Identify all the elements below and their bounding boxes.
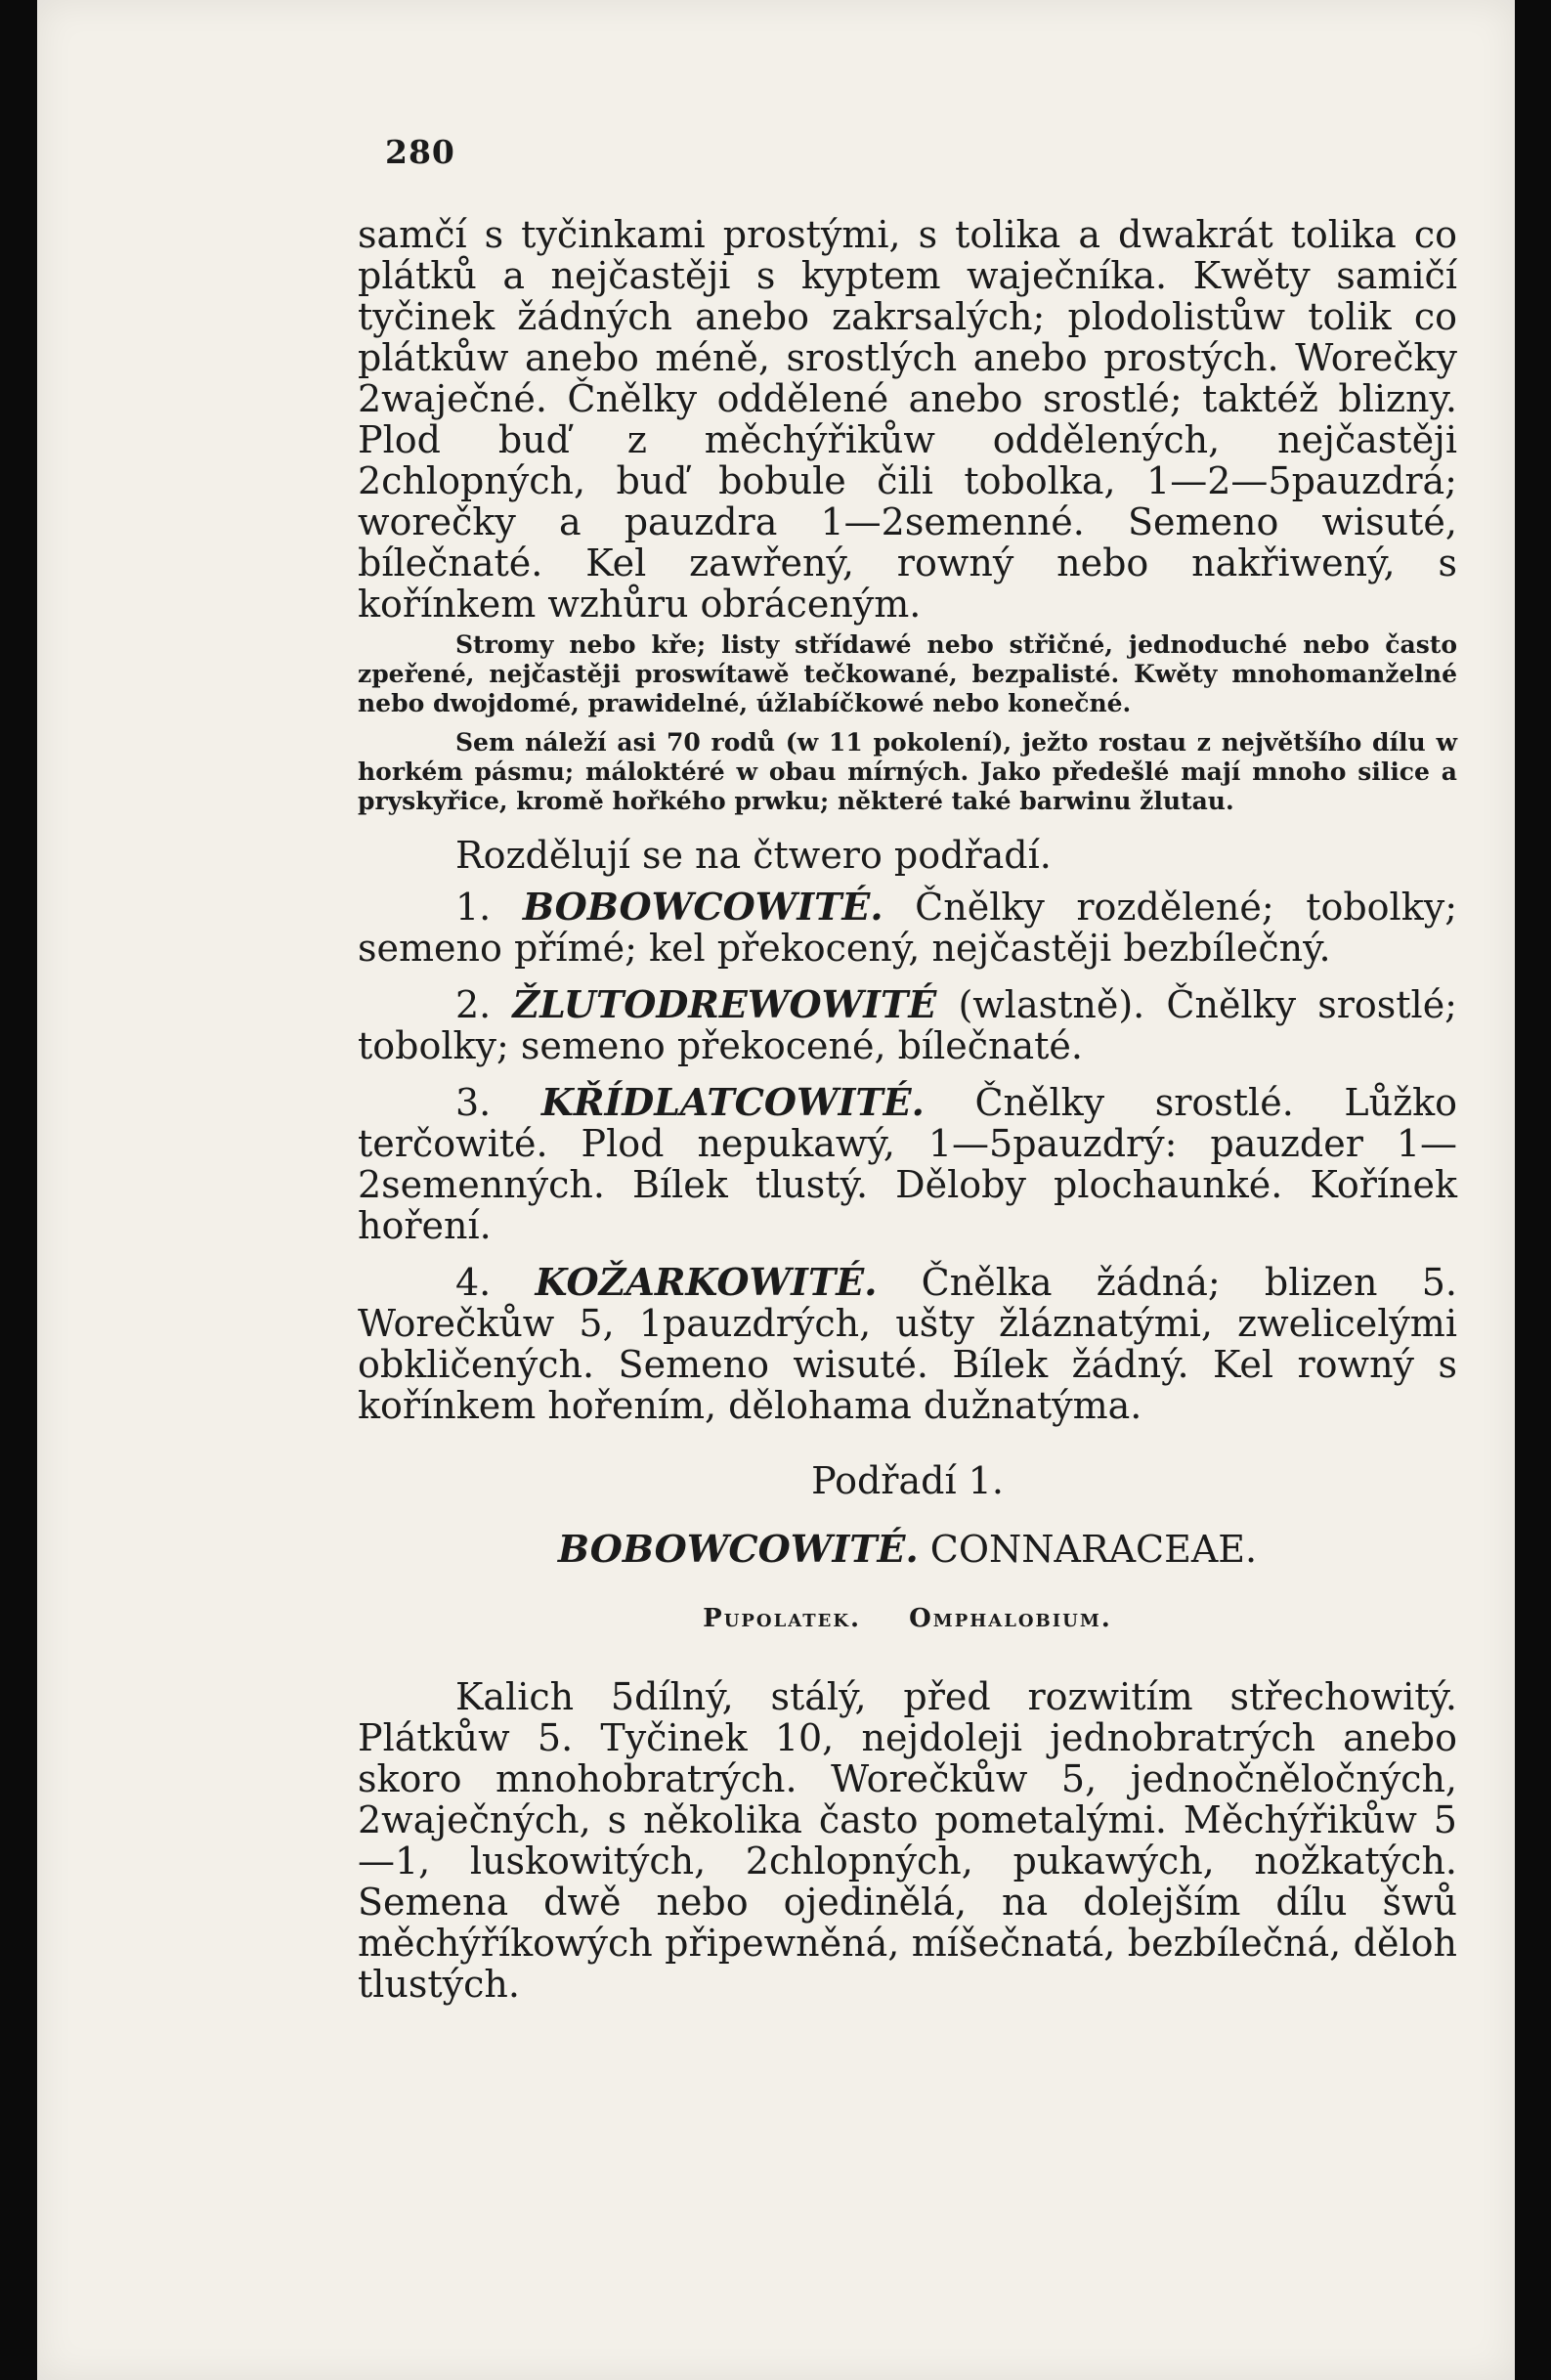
intro-paragraph: samčí s tyčinkami prostými, s tolika a dwakrát tolika co plátků a nejčastěji s kyptem waječníka. Kwěty samičí tyčinek žádných anebo zakrsalých; plodolistůw tolik co plátkůw anebo méně, srostlých anebo prostých. Worečky 2waječné. Čnělky oddělené anebo srostlé; taktéž blizny. Plod buď z měchýřikůw oddělených, nejčastěji 2chlopných, buď bobule čili tobolka, 1—2—5pauzdrá; worečky a pauzdra 1—2semenné. Semeno wisuté, bílečnaté. Kel zawřený, rowný nebo nakřiwený, s kořínkem wzhůru obráceným. — [358, 213, 1457, 626]
group-description: Čnělka žádná; blizen 5. Worečkůw 5, 1pauzdrých, ušty žláznatými, zwelicelými obkličených. Semeno wisuté. Bílek žádný. Kel rowný s kořínkem hořením, dělohama dužnatýma. — [358, 1261, 1457, 1427]
group-number: 1. — [455, 886, 492, 929]
group-name: ŽLUTODREWOWITÉ — [512, 982, 937, 1026]
group-item-3 — [358, 1082, 1457, 1246]
group-name: KOŽARKOWITÉ. — [535, 1260, 878, 1304]
genus-description: Kalich 5dílný, stálý, před rozwitím střechowitý. Plátkůw 5. Tyčinek 10, nejdoleji jednobratrých anebo skoro mnohobratrých. Worečkůw 5, jednočněločných, 2waječných, s několika často pometalými. Měchýřikůw 5—1, luskowitých, 2chlopných, pukawých, nožkatých. Semena dwě nebo ojedinělá, na dolejším dílu šwů měchýříkowých připewněná, míšečnatá, bezbílečná, děloh tlustých. — [358, 1675, 1457, 2006]
genus-title-czech: Pupolatek. — [703, 1604, 862, 1633]
section-title: Podřadí 1. — [811, 1459, 1004, 1502]
page-number: 280 — [385, 133, 455, 171]
family-title-latin: CONNARACEAE. — [929, 1528, 1258, 1571]
book-page — [37, 0, 1515, 2380]
group-description: Čnělky rozdělené; tobolky; semeno přímé; kel překocený, nejčastěji bezbílečný. — [358, 886, 1457, 970]
group-number: 3. — [455, 1081, 492, 1124]
small-paragraph-distribution: Sem náleží asi 70 rodů (w 11 pokolení), ježto rostau z největšího dílu w horkém pásmu; máloktéré w obau mírných. Jako předešlé mají mnoho silice a pryskyřice, kromě hořkého prwku; některé také barwinu žlutau. — [358, 728, 1457, 815]
family-title-czech: BOBOWCOWITÉ. — [557, 1527, 919, 1571]
group-number: 2. — [455, 983, 492, 1026]
group-item-4 — [358, 1262, 1457, 1426]
group-description: (wlastně). Čnělky srostlé; tobolky; semeno překocené, bílečnaté. — [358, 983, 1457, 1067]
small-paragraph-description: Stromy nebo kře; listy střídawé nebo střičné, jednoduché nebo často zpeřené, nejčastěji proswítawě tečkowané, bezpalisté. Kwěty mnohomanželné nebo dwojdomé, prawidelné, úžlabíčkowé nebo konečné. — [358, 630, 1457, 717]
genus-title-latin: Omphalobium. — [909, 1604, 1112, 1633]
page-content — [358, 133, 1457, 2005]
group-description: Čnělky srostlé. Lůžko terčowité. Plod nepukawý, 1—5pauzdrý: pauzder 1—2semenných. Bílek tlustý. Děloby plochaunké. Kořínek hoření. — [358, 1081, 1457, 1247]
subdivisions-heading: Rozdělují se na čtwero podřadí. — [455, 834, 1052, 877]
group-name: BOBOWCOWITÉ. — [522, 885, 883, 929]
family-title — [358, 1528, 1457, 1571]
group-item-1 — [358, 887, 1457, 969]
group-number: 4. — [455, 1261, 492, 1304]
genus-title — [358, 1604, 1457, 1633]
group-name: KŘÍDLATCOWITÉ. — [540, 1080, 925, 1124]
group-item-2 — [358, 984, 1457, 1066]
